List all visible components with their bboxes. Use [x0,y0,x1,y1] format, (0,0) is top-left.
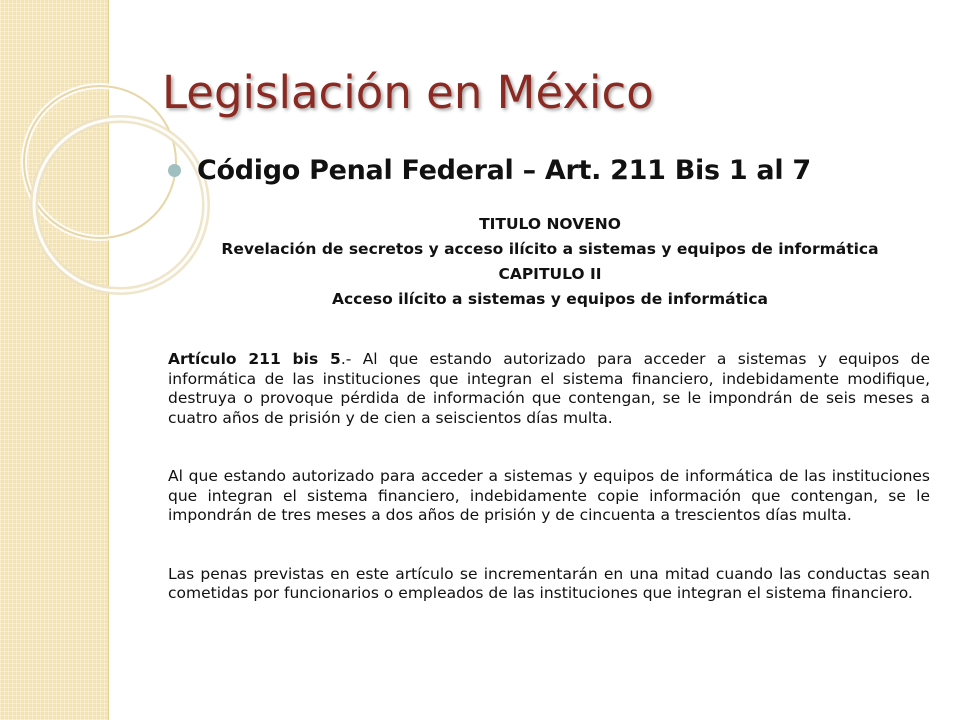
paragraph-1 [168,350,930,428]
slide-title: Legislación en México [162,66,654,119]
heading-capitulo-name: Acceso ilícito a sistemas y equipos de informática [331,290,768,308]
article-body [168,350,930,643]
heading-titulo: TITULO NOVENO [479,215,621,233]
heading-block [160,212,940,312]
paragraph-2: Al que estando autorizado para acceder a sistemas y equipos de informática de las instituciones que integran el sistema financiero, indebidamente copie información que contengan, se le impondrán de tres meses a dos años de prisión y de cincuenta a trescientos días multa. [168,467,930,524]
article-label: Artículo 211 bis 5 [168,350,341,368]
heading-titulo-name: Revelación de secretos y acceso ilícito a sistemas y equipos de informática [221,240,879,258]
paragraph-1-text: .- Al que estando autorizado para acceder a sistemas y equipos de informática de las instituciones que integran el sistema financiero, indebidamente modifique, destruya o provoque pérdida de información que contengan, se le impondrán de seis meses a cuatro años de prisión y de cien a seiscientos días multa. [168,350,930,427]
heading-capitulo: CAPITULO II [498,265,602,283]
slide-subtitle: Código Penal Federal – Art. 211 Bis 1 al 7 [197,155,811,186]
bullet-dot-icon [168,164,181,177]
paragraph-3: Las penas previstas en este artículo se incrementarán en una mitad cuando las conductas sean cometidas por funcionarios o empleados de las instituciones que integran el sistema financiero. [168,564,930,602]
subtitle-row [168,155,811,186]
